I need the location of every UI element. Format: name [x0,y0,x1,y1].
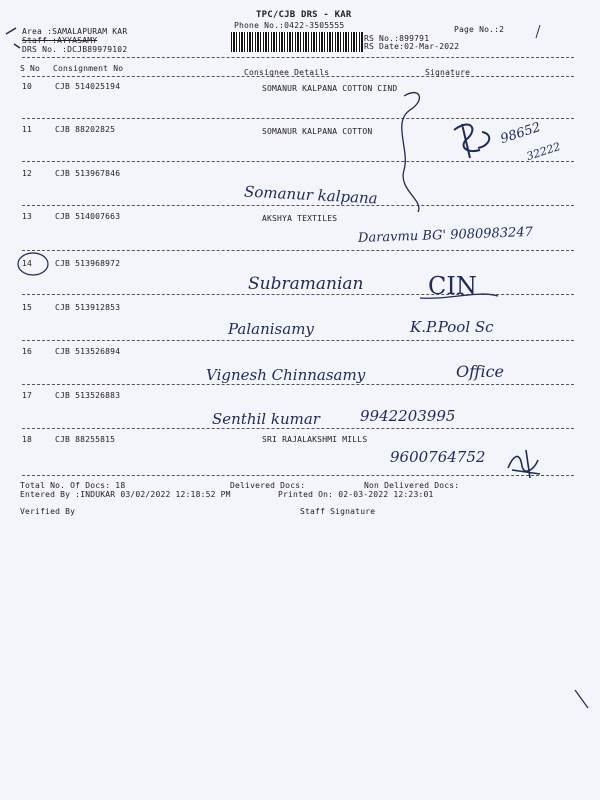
row-number: 13 [22,212,33,221]
area-label: Area :SAMALAPURAM KAR [22,27,128,36]
page-number: Page No.:2 [454,25,505,34]
consignment-number: CJB 513968972 [55,259,121,268]
consignment-number: CJB 513967846 [55,169,121,178]
signature-row11 [454,124,489,158]
consignment-number: CJB 513526883 [55,391,121,400]
row-number: 10 [22,82,33,91]
handwritten-name: Somanur kalpana [243,182,379,208]
consignment-number: CJB 513912853 [55,303,121,312]
row-number: 17 [22,391,33,400]
drs-number: DRS No. :DCJB89979102 [22,45,128,54]
handwritten-name: Palanisamy [228,320,314,338]
delivered-docs: Delivered Docs: [230,481,306,490]
row-number: 16 [22,347,33,356]
underline-cin [420,294,498,298]
handwritten-phone: 9600764752 [390,448,486,466]
printed-on: Printed On: 02-03-2022 12:23:01 [278,490,434,499]
handwritten-office: Office [456,362,504,381]
consignment-number: CJB 514025194 [55,82,121,91]
col-consignee: Consignee Details [244,68,330,77]
row-number: 11 [22,125,33,134]
consignment-number: CJB 88255815 [55,435,116,444]
margin-tick [6,28,20,48]
staff-signature: Staff Signature [300,507,376,516]
consignee-details: SOMANUR KALPANA COTTON CIND [262,84,398,93]
row-number: 15 [22,303,33,312]
row-number: 12 [22,169,33,178]
handwritten-number: 32222 [524,139,563,164]
entered-by: Entered By :INDUKAR 03/02/2022 12:18:52 PM [20,490,231,499]
consignee-details: SOMANUR KALPANA COTTON [262,127,373,136]
consignment-number: CJB 88202825 [55,125,116,134]
row-number: 18 [22,435,33,444]
handwritten-number: 98652 [498,119,543,148]
row-number: 14 [22,259,33,268]
handwritten-phone: Daravmu BG' 9080983247 [357,224,534,247]
rs-number: RS No.:899791 [364,34,430,43]
page-corner-mark [575,690,588,708]
handwritten-mark: CIN [428,272,477,300]
circle-mark [18,253,48,275]
signature-row18 [508,450,540,478]
handwritten-place: K.P.Pool Sc [410,318,494,336]
staff-label: Staff :AYYASAMY [22,36,98,45]
consignee-details: AKSHYA TEXTILES [262,214,338,223]
bracket-stroke [402,93,420,212]
consignment-number: CJB 514007663 [55,212,121,221]
handwritten-phone: 9942203995 [360,407,456,425]
col-signature: Signature [425,68,471,77]
total-docs: Total No. Of Docs: 18 [20,481,126,490]
verified-by: Verified By [20,507,76,516]
corner-mark [536,25,540,38]
phone-number: Phone No.:0422-3505555 [234,21,345,30]
rs-date: RS Date:02-Mar-2022 [364,42,460,51]
handwritten-name: Subramanian [248,274,364,294]
handwritten-name: Senthil kumar [212,410,320,428]
col-consignment: Consignment No [53,64,124,73]
non-delivered-docs: Non Delivered Docs: [364,481,460,490]
consignee-details: SRI RAJALAKSHMI MILLS [262,435,368,444]
handwritten-name: Vignesh Chinnasamy [206,366,366,384]
consignment-number: CJB 513526894 [55,347,121,356]
document-title: TPC/CJB DRS - KAR [256,10,352,20]
col-s-no: S No [20,64,41,73]
